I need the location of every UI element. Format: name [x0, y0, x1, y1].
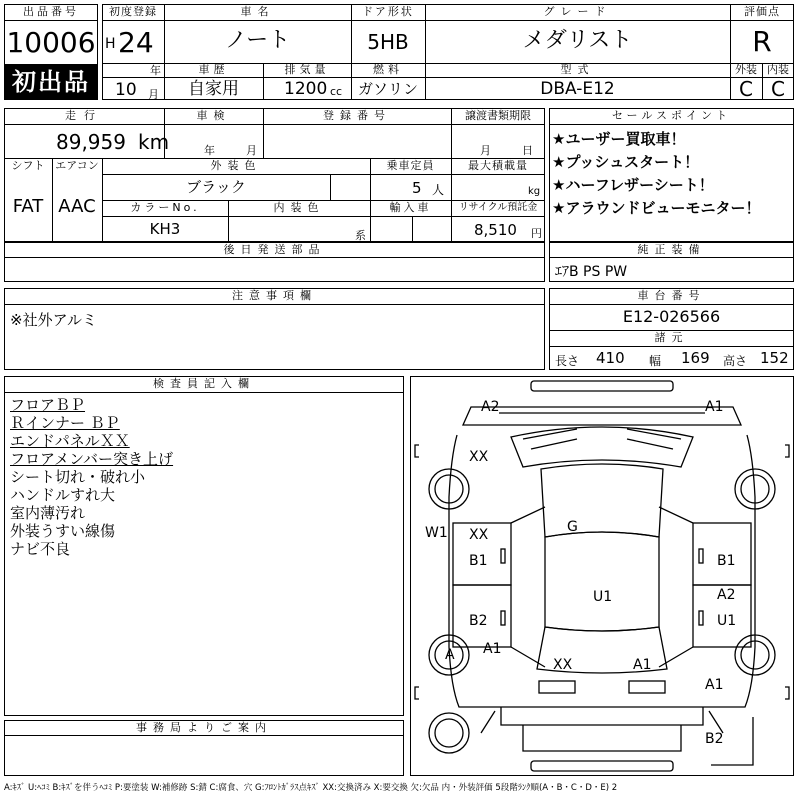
sales-point: ★アラウンドビューモニター！: [552, 199, 761, 217]
inspector-line: 外装うすい線傷: [10, 522, 116, 540]
score-label: 評価点: [744, 5, 780, 18]
mark-left-rear-wheel: A: [445, 647, 455, 663]
int-color-unit: 系: [355, 229, 366, 242]
car-diagram: [410, 376, 794, 776]
dims-label: 諸元: [654, 331, 689, 344]
inspector-line: ナビ不良: [10, 540, 71, 558]
lot-number: 10006: [6, 26, 96, 59]
import-label: 輸入車: [389, 201, 432, 214]
score: R: [752, 25, 772, 58]
inspector-label: 検査員記入欄: [153, 377, 255, 390]
inspector-line: 室内薄汚れ: [10, 504, 86, 522]
inspector-line: Ｒインナー ＢＰ: [10, 414, 120, 432]
era: H: [105, 36, 116, 52]
ext-grade: C: [739, 77, 753, 101]
fuel: ガソリン: [357, 80, 418, 98]
capacity-unit: 人: [432, 183, 445, 197]
mark-roof: U1: [593, 589, 613, 605]
mark-hood: G: [567, 519, 578, 535]
inspector-line: フロアＢＰ: [10, 396, 86, 414]
grade-label: グレード: [543, 5, 612, 18]
mark-left-fender: W1: [425, 525, 448, 541]
mark-right-rear-door-a: A2: [717, 587, 736, 603]
first-reg-label: 初度登録: [109, 5, 157, 18]
recycle-label: リサイクル預託金: [458, 202, 538, 213]
inspector-line: フロアメンバー突き上げ: [10, 450, 174, 468]
office-label: 事務局よりご案内: [136, 721, 272, 734]
inspection-month-unit: 月: [246, 144, 257, 157]
ac-label: エアコン: [55, 159, 99, 172]
car-name: ノート: [224, 28, 291, 53]
displacement: 1200: [284, 79, 328, 99]
month-unit: 月: [148, 88, 159, 101]
transfer-label: 譲渡書類期限: [465, 109, 531, 122]
first-reg-year: 24: [118, 26, 154, 59]
length: 410: [596, 349, 625, 367]
displacement-unit: cc: [330, 85, 343, 98]
width-label: 幅: [649, 354, 662, 368]
mark-rear-bumper: B2: [705, 731, 724, 747]
mileage-label: 走行: [65, 109, 103, 122]
inspection-year-unit: 年: [204, 144, 215, 157]
sales-point: ★ハーフレザーシート！: [552, 176, 714, 194]
int-grade: C: [771, 77, 785, 101]
mileage-unit: km: [138, 130, 170, 154]
load-unit: kg: [528, 186, 541, 197]
capacity-label: 乗車定員: [386, 159, 435, 172]
later-parts-label: 後日発送部品: [223, 243, 326, 256]
length-label: 長さ: [555, 354, 580, 368]
mark-right-rear: A1: [705, 677, 724, 693]
history: 自家用: [188, 79, 239, 99]
genuine-equipment-label: 純正装備: [637, 243, 706, 256]
history-label: 車歴: [198, 63, 229, 76]
rear-bumper-shape: [531, 761, 673, 771]
first-listing-text: 初出品: [12, 68, 90, 96]
inspector-notes: [10, 396, 390, 558]
width: 169: [681, 349, 710, 367]
car-name-label: 車名: [240, 5, 275, 18]
door-type: 5HB: [367, 30, 409, 54]
chassis-number: E12-026566: [622, 307, 721, 326]
inspector-line: シート切れ・破れ小: [10, 468, 146, 486]
height-label: 高さ: [723, 354, 748, 368]
mark-front-bumper-right: A1: [705, 399, 724, 415]
shift: FAT: [12, 196, 44, 217]
notes-text: ※社外アルミ: [10, 311, 97, 329]
first-reg-month: 10: [115, 80, 137, 100]
shift-label: シフト: [11, 159, 45, 172]
door-label: ドア形状: [362, 5, 414, 18]
chassis-label: 車台番号: [637, 289, 706, 302]
year-unit: 年: [150, 64, 161, 77]
lot-number-label: 出品番号: [23, 5, 79, 18]
mileage: 89,959: [56, 130, 126, 154]
inspector-line: ハンドルすれ大: [10, 486, 116, 504]
mark-left-front-door-b: B1: [469, 553, 488, 569]
color-no-label: カラーNo.: [130, 201, 200, 214]
load-label: 最大積載量: [468, 159, 528, 172]
reg-no-label: 登録番号: [323, 109, 391, 122]
hood-shape: [541, 464, 663, 537]
color-no: KH3: [149, 220, 181, 238]
transfer-month-unit: 月: [480, 144, 491, 157]
mark-left-front-door: XX: [469, 527, 489, 543]
mark-front-bumper-left: A2: [481, 399, 500, 415]
inspector-line: エンドパネルＸＸ: [10, 432, 130, 450]
ext-color-label: 外装色: [210, 159, 262, 172]
ext-color: ブラック: [186, 178, 246, 196]
recycle-fee: 8,510: [474, 221, 517, 239]
mark-right-front-door: B1: [717, 553, 736, 569]
height: 152: [760, 349, 789, 367]
sales-points-label: セールスポイント: [611, 109, 731, 122]
genuine-equipment: ｴｱB PS PW: [555, 264, 628, 280]
inspection-label: 車検: [196, 109, 231, 122]
fuel-label: 燃料: [373, 63, 403, 76]
mark-trunk-right: A1: [633, 657, 652, 673]
mark-right-rear-door-u: U1: [717, 613, 737, 629]
int-grade-label: 内装: [767, 63, 789, 76]
mark-left-rear-fender: A1: [483, 641, 502, 657]
notes-label: 注意事項欄: [232, 289, 317, 302]
sales-point: ★プッシュスタート！: [552, 153, 700, 171]
displacement-label: 排気量: [284, 63, 330, 76]
legend: A:ｷｽﾞ U:ﾍｺﾐ B:ｷｽﾞを伴うﾍｺﾐ P:要塗装 W:補修跡 S:錆 C:腐食、穴 G:ﾌﾛﾝﾄｶﾞﾗｽ点ｷｽﾞ XX:交換済み X:要交換 欠:欠品 内・外装評価 5段階ﾗﾝｸ順(A・B・C・D・E) 2: [4, 783, 618, 793]
ext-grade-label: 外装: [735, 63, 757, 76]
details-box: [4, 108, 545, 242]
mark-left-rear-door: B2: [469, 613, 488, 629]
int-color-label: 内装色: [273, 201, 325, 214]
grade: メダリスト: [522, 28, 633, 53]
recycle-unit: 円: [531, 227, 542, 240]
transfer-day-unit: 日: [522, 144, 533, 157]
sales-point: ★ユーザー買取車！: [552, 130, 686, 148]
mark-trunk-left: XX: [553, 657, 573, 673]
model: DBA-E12: [540, 79, 615, 99]
ac: AAC: [58, 196, 96, 217]
mark-front-left: XX: [469, 449, 489, 465]
model-label: 型式: [560, 63, 595, 76]
capacity: 5: [412, 179, 422, 197]
